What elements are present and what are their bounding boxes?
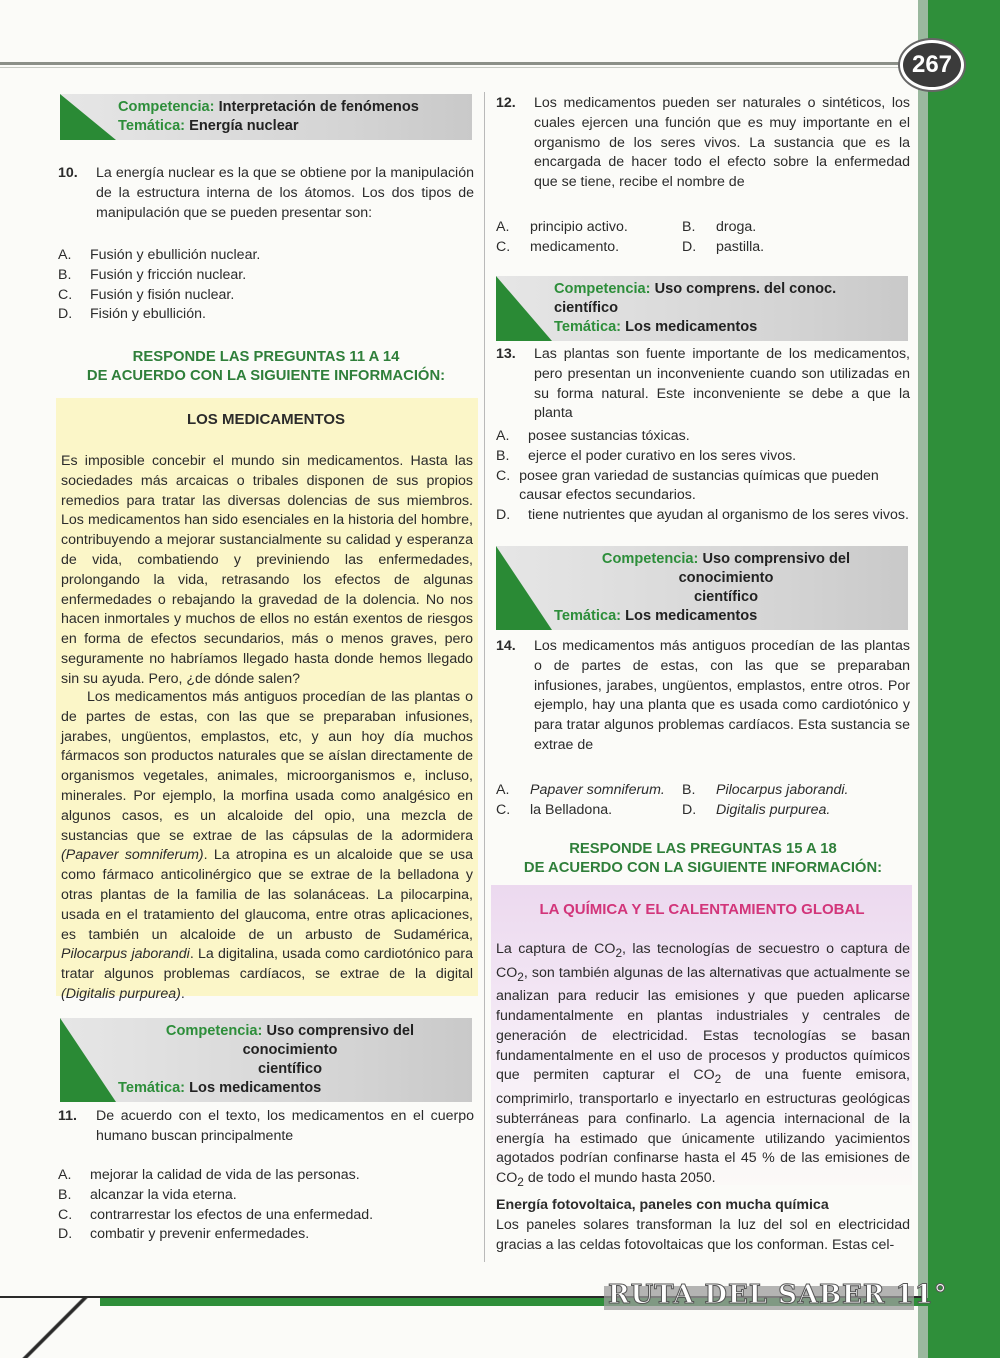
- question-11-options: [58, 1166, 474, 1245]
- question-13-options: [496, 427, 910, 526]
- footer-title: RUTA DEL SABER 11°: [608, 1280, 948, 1310]
- tematica-value: Energía nuclear: [189, 118, 299, 134]
- header-rule: [0, 62, 905, 65]
- side-bar-green: [928, 0, 1000, 1358]
- reading2-subheading: Energía fotovoltaica, paneles con mucha química: [496, 1197, 829, 1213]
- option[interactable]: B. Fusión y fricción nuclear.: [58, 266, 247, 283]
- option[interactable]: C. medicamento.: [496, 238, 620, 255]
- side-bar-light: [918, 0, 928, 1358]
- option[interactable]: B. ejerce el poder curativo en los seres vivos.: [496, 447, 797, 464]
- header-rule-thin: [0, 67, 905, 68]
- reading-title: LOS MEDICAMENTOS: [186, 411, 346, 428]
- footer-diagonal: [0, 1298, 110, 1358]
- question-14: 14. Los medicamentos más antiguos procedían de las plantas o de partes de estas, con las que se preparaban infusiones, jarabes, ungüentos, emplastos, entre otros. Por ejemplo, hay una planta que es usada como cardiotónico y para tratar algunos problemas cardíacos. Esta sustancia se extrae de: [496, 638, 910, 753]
- option[interactable]: B. Pilocarpus jaborandi.: [682, 782, 849, 798]
- reading-paragraph-1: Es imposible concebir el mundo sin medicamentos. Hasta las sociedades más arcaicas o tribales disponen de sus propios remedios para tratar las diversas dolencias de sus miembros. Los medicamentos han sido esenciales en la historia del hombre, contribuyendo a mejorar sustancialmente su calidad y esperanza de vida, combatiendo y previniendo las enfermedades, prolongando la vida, retrasando los efectos de algunas enfermedades o rebajando la gravedad de la dolencia. No nos hacen inmortales y muchos de ellos no están exentos de riesgos en forma de efectos secundarios, más o menos graves, pero seguramente no habríamos llegado hasta donde hemos llegado sin su ayuda. Pero, ¿de dónde salen?: [61, 453, 473, 687]
- reading2-paragraph-2: Los paneles solares transforman la luz del sol en electricidad gracias a las celdas fotovoltaicas que los conforman. Estas cel-: [496, 1217, 910, 1253]
- option[interactable]: C. Fusión y fisión nuclear.: [58, 286, 235, 303]
- reading-title-2: LA QUÍMICA Y EL CALENTAMIENTO GLOBAL: [539, 901, 865, 918]
- competencia-box-4: Competencia: Uso comprensivo del conocimiento científico Temática: Los medicamentos: [496, 546, 908, 630]
- option[interactable]: D. pastilla.: [682, 238, 765, 255]
- option[interactable]: D. Fisión y ebullición.: [58, 306, 206, 323]
- question-12-options: [496, 218, 910, 258]
- option[interactable]: A. posee sustancias tóxicas.: [496, 428, 690, 444]
- option[interactable]: D. tiene nutrientes que ayudan al organismo de los seres vivos.: [496, 507, 909, 524]
- competencia-value: Interpretación de fenómenos: [218, 99, 419, 115]
- question-10-options: [58, 246, 474, 325]
- option[interactable]: C. posee gran variedad de sustancias químicas que pueden causar efectos secundarios.: [496, 467, 879, 504]
- competencia-box-1: Competencia: Interpretación de fenómenos Temática: Energía nuclear: [60, 94, 472, 140]
- question-10: 10. La energía nuclear es la que se obtiene por la manipulación de la estructura interna de los átomos. Los dos tipos de manipulación que se pueden presentar son:: [58, 165, 474, 221]
- instruction-11-14: RESPONDE LAS PREGUNTAS 11 A 14 DE ACUERDO CON LA SIGUIENTE INFORMACIÓN:: [86, 349, 446, 384]
- option[interactable]: C. contrarrestar los efectos de una enfermedad.: [58, 1206, 374, 1223]
- instruction-15-18: RESPONDE LAS PREGUNTAS 15 A 18 DE ACUERDO CON LA SIGUIENTE INFORMACIÓN:: [523, 841, 883, 876]
- option[interactable]: D. Digitalis purpurea.: [682, 801, 831, 818]
- option[interactable]: C. la Belladona.: [496, 801, 613, 818]
- question-14-options: [496, 781, 910, 821]
- competencia-box-2: Competencia: Uso comprens. del conoc. científico Temática: Los medicamentos: [496, 276, 908, 341]
- question-11: 11. De acuerdo con el texto, los medicamentos en el cuerpo humano buscan principalmente: [58, 1108, 474, 1144]
- question-13: 13. Las plantas son fuente importante de los medicamentos, pero presentan un inconveniente cuando son utilizadas en su forma natural. Este inconveniente se debe a que la planta: [496, 346, 910, 422]
- column-divider: [484, 92, 485, 1262]
- option[interactable]: A. Papaver somniferum.: [496, 782, 665, 798]
- option[interactable]: B. alcanzar la vida eterna.: [58, 1186, 237, 1203]
- question-12: 12. Los medicamentos pueden ser naturales o sintéticos, los cuales ejercen una función que es muy importante en el organismo de los seres vivos. La sustancia que es la encargada de hacer todo el efecto sobre la enfermedad que se tiene, recibe el nombre de: [496, 95, 910, 191]
- option[interactable]: A. principio activo.: [496, 219, 628, 235]
- page-number: 267: [900, 40, 964, 90]
- option[interactable]: B. droga.: [682, 219, 757, 235]
- option[interactable]: A. Fusión y ebullición nuclear.: [58, 247, 261, 263]
- reading2-paragraph-1: La captura de $CO_2$, las tecnologías de secuestro o captura de $CO_2$, son también algunas de las alternativas que actualmente se analizan para reducir las emisiones y que pueden aplicarse fundamentalmente en plantas industriales y centrales de generación de electricidad. Estas tecnologías se basan fundamentalmente en el uso de procesos y productos químicos que permiten capturar el $CO_2$ de una fuente emisora, comprimirlo, transportarlo e inyectarlo en estructuras geológicas subterráneas para confinarlo. La agencia internacional de la energía ha estimado que únicamente utilizando yacimientos agotados podrían confinarse hasta el 45 % de las emisiones de $CO_2$ de todo el mundo hasta 2050.: [496, 941, 910, 1190]
- option[interactable]: D. combatir y prevenir enfermedades.: [58, 1226, 310, 1243]
- reading-paragraph-2: Los medicamentos más antiguos procedían de las plantas o de partes de estas, con las que se preparaban infusiones, jarabes, ungüentos, emplastos, etc, y aun hoy día muchos fármacos son productos naturales que se aíslan directamente de organismos vegetales, animales, microorganismos e, incluso, minerales. Por ejemplo, la morfina usada como analgésico en algunos casos, es un alcaloide del opio, una mezcla de sustancias que se extrae de las cápsulas de la adormidera (Papaver somniferum). La atropina es un alcaloide que se usa como fármaco anticolinérgico que se extrae de la belladona y otras plantas de la familia de las solanáceas. La pilocarpina, usada en el tratamiento del glaucoma, entre otras aplicaciones, es también un alcaloide de un arbusto de Sudamérica, Pilocarpus jaborandi. La digitalina, usada como cardiotónico para tratar algunos problemas cardíacos, se extrae de la digital (Digitalis purpurea).: [61, 689, 473, 1002]
- option[interactable]: A. mejorar la calidad de vida de las personas.: [58, 1167, 360, 1183]
- competencia-box-3: Competencia: Uso comprensivo del conocimiento científico Temática: Los medicamentos: [60, 1018, 472, 1102]
